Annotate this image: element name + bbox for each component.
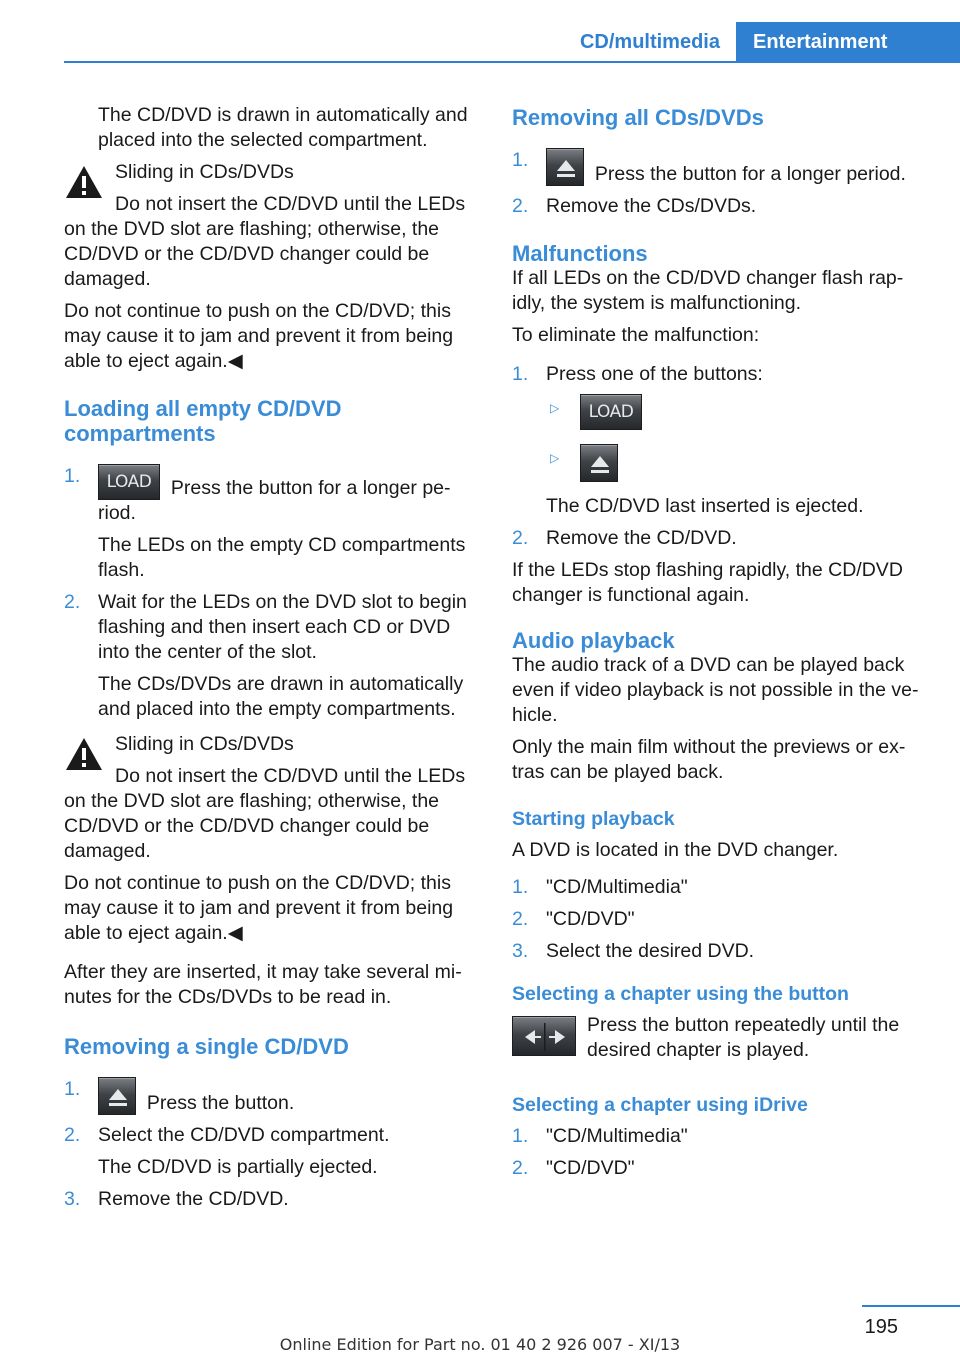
remove-all-heading: Removing all CDs/DVDs xyxy=(512,105,764,130)
after-paragraph: After they are inserted, it may take several mi‐nutes for the CDs/DVDs to be read in. xyxy=(64,961,462,1008)
list-item xyxy=(512,362,928,519)
eject-button-icon xyxy=(546,148,584,186)
malfunction-steps xyxy=(512,362,928,551)
footer-rule xyxy=(862,1305,960,1307)
step-text: Remove the CDs/DVDs. xyxy=(546,195,757,217)
warning-body-lead: Do not insert the CD/DVD until the LEDs xyxy=(115,765,466,787)
step-number: 2. xyxy=(512,195,529,217)
starting-text: A DVD is located in the DVD changer. xyxy=(512,839,839,861)
single-heading: Removing a single CD/DVD xyxy=(64,1034,349,1059)
warning-head-2 xyxy=(64,732,478,789)
step-text: "CD/Multimedia" xyxy=(546,1125,688,1147)
step-text: "CD/Multimedia" xyxy=(546,876,688,898)
loading-steps xyxy=(64,464,478,722)
warning-block-1 xyxy=(64,160,478,374)
warning-body-2: Do not continue to push on the CD/DVD; this may cause it to jam and prevent it from being able to eject again.◀ xyxy=(64,300,454,372)
warning-body-rest: on the DVD slot are flashing; otherwise, the CD/DVD or the CD/DVD changer could be damaged. xyxy=(64,790,440,862)
left-column xyxy=(64,103,478,1219)
warning-icon xyxy=(64,736,104,772)
triangle-bullet-icon: ▷ xyxy=(550,451,560,465)
step-text: Select the CD/DVD compartment. xyxy=(98,1124,390,1146)
button-option-load xyxy=(546,394,928,438)
audio-text-2: Only the main film without the previews or ex‐tras can be played back. xyxy=(512,736,906,783)
list-item xyxy=(64,1187,478,1212)
malfunctions-text-1: If all LEDs on the CD/DVD changer flash rap‐idly, the system is malfunctioning. xyxy=(512,267,904,314)
step-number: 1. xyxy=(64,465,81,487)
step-number: 1. xyxy=(512,149,529,171)
step-text: Remove the CD/DVD. xyxy=(98,1188,289,1210)
step-number: 2. xyxy=(512,527,529,549)
skip-buttons-icon xyxy=(512,1016,576,1056)
list-item xyxy=(512,1124,928,1149)
list-item xyxy=(64,590,478,722)
step-text xyxy=(546,148,928,187)
warning-title: Sliding in CDs/DVDs xyxy=(115,161,294,183)
audio-heading: Audio playback xyxy=(512,628,675,653)
step-text: Remove the CD/DVD. xyxy=(546,527,737,549)
remove-all-steps xyxy=(512,148,928,219)
warning-body-lead: Do not insert the CD/DVD until the LEDs xyxy=(115,193,466,215)
malfunctions-text-3: If the LEDs stop flashing rapidly, the CD/DVD changer is functional again. xyxy=(512,559,903,606)
starting-steps xyxy=(512,875,928,964)
step-number: 1. xyxy=(512,1125,529,1147)
load-button-icon: LOAD xyxy=(98,464,160,500)
list-item xyxy=(64,1123,478,1180)
header-section-title: CD/multimedia xyxy=(579,31,720,53)
warning-block-2 xyxy=(64,732,478,946)
step-text xyxy=(98,1077,478,1116)
malfunctions-text-2: To eliminate the malfunction: xyxy=(512,324,760,346)
header-rule xyxy=(64,61,960,63)
step-text: Select the desired DVD. xyxy=(546,940,755,962)
list-item xyxy=(512,907,928,932)
starting-heading: Starting playback xyxy=(512,808,675,830)
step-number: 1. xyxy=(512,363,529,385)
audio-text-1: The audio track of a DVD can be played back even if video playback is not possible in the ve‐hicle. xyxy=(512,654,919,726)
step-text xyxy=(98,464,478,526)
warning-head-1 xyxy=(64,160,478,217)
step-number: 1. xyxy=(512,876,529,898)
step-text: Wait for the LEDs on the DVD slot to begin flashing and then insert each CD or DVD into the center of the slot. xyxy=(98,591,467,663)
step-text: "CD/DVD" xyxy=(546,908,635,930)
idrive-steps xyxy=(512,1124,928,1181)
warning-title: Sliding in CDs/DVDs xyxy=(115,733,294,755)
step-number: 1. xyxy=(64,1078,81,1100)
step-note: The LEDs on the empty CD compartments flash. xyxy=(98,534,466,581)
button-option-eject xyxy=(546,444,928,488)
edition-footer: Online Edition for Part no. 01 40 2 926 007 - XI/13 xyxy=(279,1335,681,1354)
chapter-idrive-heading: Selecting a chapter using iDrive xyxy=(512,1094,808,1116)
step-text: "CD/DVD" xyxy=(546,1157,635,1179)
eject-button-icon xyxy=(98,1077,136,1115)
malfunctions-heading: Malfunctions xyxy=(512,241,648,266)
page-number: 195 xyxy=(864,1316,898,1338)
step-note: The CDs/DVDs are drawn in automatically and placed into the empty compartments. xyxy=(98,673,464,720)
step-number: 3. xyxy=(64,1188,81,1210)
single-steps xyxy=(64,1077,478,1212)
warning-body-rest: on the DVD slot are flashing; otherwise, the CD/DVD or the CD/DVD changer could be damaged. xyxy=(64,218,440,290)
warning-body-2: Do not continue to push on the CD/DVD; this may cause it to jam and prevent it from being able to eject again.◀ xyxy=(64,872,454,944)
list-item xyxy=(512,875,928,900)
list-item xyxy=(512,526,928,551)
chapter-button-heading: Selecting a chapter using the button xyxy=(512,983,849,1005)
loading-heading: Loading all empty CD/DVD compartments xyxy=(64,396,342,446)
step-text: Press one of the buttons: xyxy=(546,363,763,385)
list-item xyxy=(512,148,928,187)
warning-icon xyxy=(64,164,104,200)
step-number: 2. xyxy=(512,1157,529,1179)
step-label: Press the button for a longer pe‐riod. xyxy=(98,477,451,524)
step-number: 2. xyxy=(64,1124,81,1146)
step-note: The CD/DVD is partially ejected. xyxy=(98,1156,378,1178)
step-number: 2. xyxy=(512,908,529,930)
step-note: The CD/DVD last inserted is ejected. xyxy=(546,495,864,517)
step-label: Press the button. xyxy=(146,1092,295,1114)
header-chapter-tab: Entertainment xyxy=(736,22,960,62)
step-label: Press the button for a longer period. xyxy=(594,163,906,185)
list-item xyxy=(64,1077,478,1116)
list-item xyxy=(64,464,478,583)
list-item xyxy=(512,939,928,964)
step-number: 2. xyxy=(64,591,81,613)
intro-paragraph: The CD/DVD is drawn in automatically and placed into the selected compartment. xyxy=(98,104,468,151)
button-options xyxy=(546,394,928,488)
step-number: 3. xyxy=(512,940,529,962)
list-item xyxy=(512,194,928,219)
chapter-button-text: Press the button repeatedly until the desired chapter is played. xyxy=(587,1014,900,1061)
right-column xyxy=(512,103,928,1188)
list-item xyxy=(512,1156,928,1181)
eject-button-icon xyxy=(580,444,618,482)
chapter-button-row xyxy=(512,1013,928,1063)
load-button-icon: LOAD xyxy=(580,394,642,430)
triangle-bullet-icon: ▷ xyxy=(550,401,560,415)
